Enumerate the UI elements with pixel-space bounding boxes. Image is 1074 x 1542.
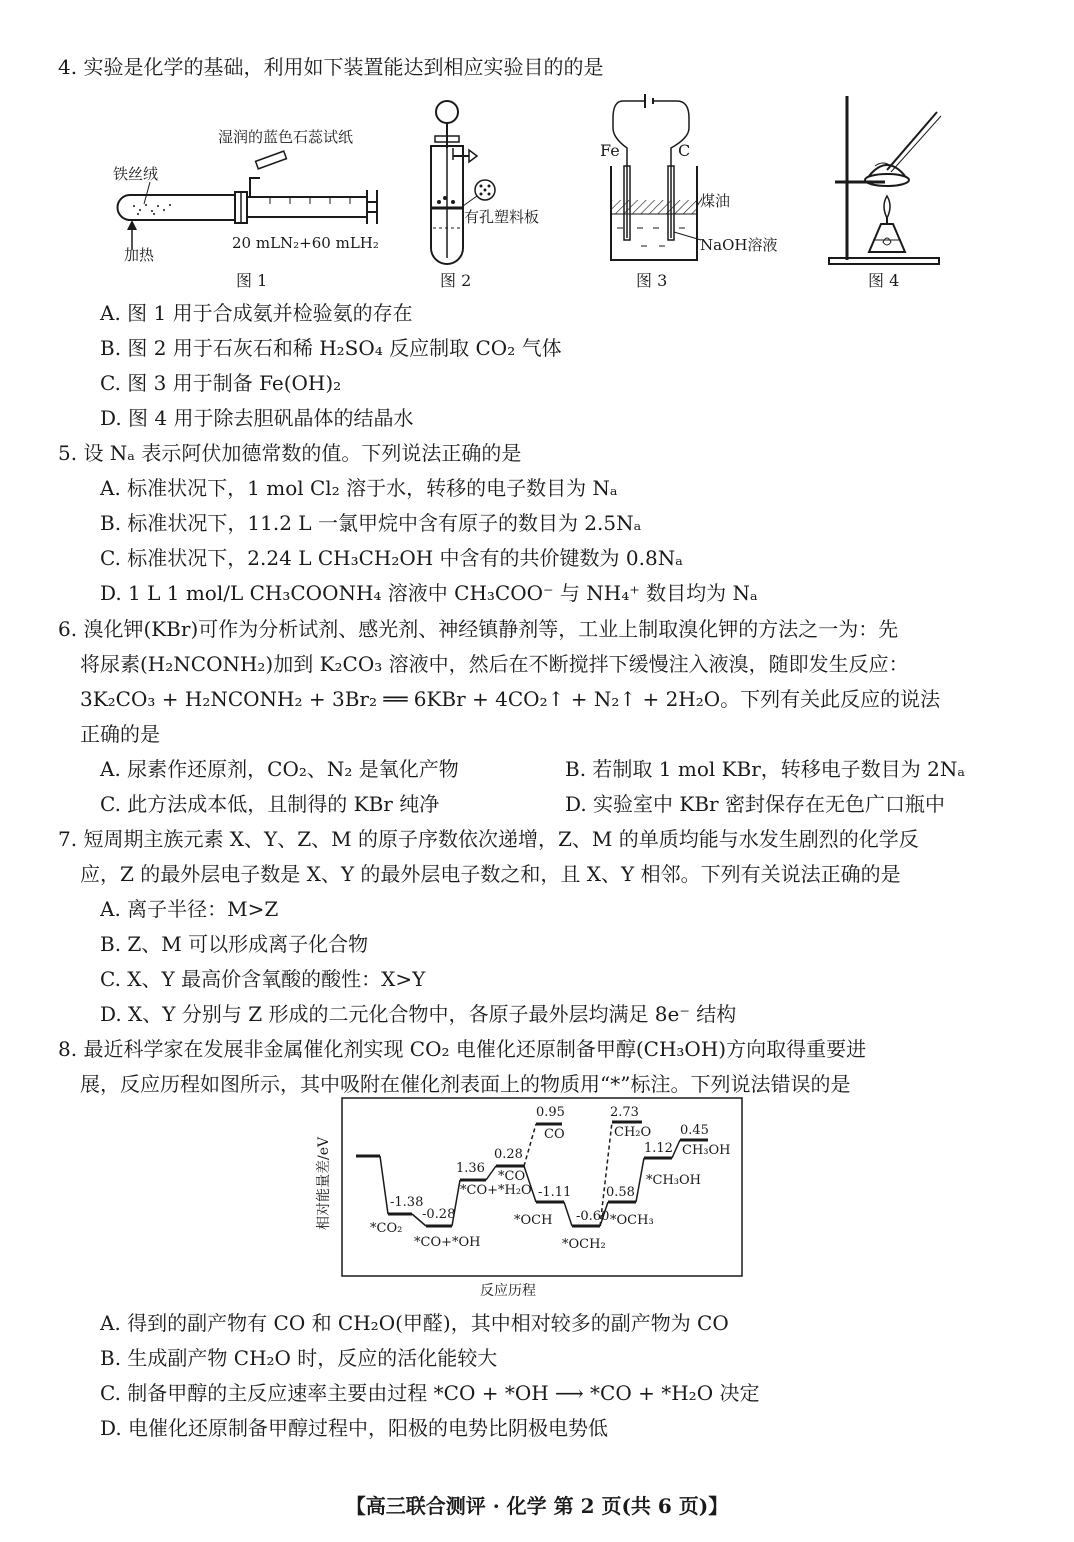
species-co-gas: CO (544, 1127, 565, 1142)
q6-stem-line-1: 6. 溴化钾(KBr)可作为分析试剂、感光剂、神经镇静剂等，工业上制取溴化钾的方法之一为：先 (58, 617, 899, 641)
figure-3 (605, 88, 705, 268)
q6-stem-line-4: 正确的是 (80, 722, 160, 746)
q6-option-d: D. 实验室中 KBr 密封保存在无色广口瓶中 (565, 792, 945, 816)
q5-option-b: B. 标准状况下，11.2 L 一氯甲烷中含有原子的数目为 2.5Nₐ (100, 511, 642, 535)
species-och3: *OCH₃ (610, 1213, 654, 1228)
value-co2: -1.38 (390, 1195, 424, 1210)
value-ch3oh-ads: 1.12 (644, 1141, 673, 1156)
q7-stem-line-2: 应，Z 的最外层电子数是 X、Y 的最外层电子数之和，且 X、Y 相邻。下列有关说法正确的是 (80, 862, 901, 886)
q4-option-c: C. 图 3 用于制备 Fe(OH)₂ (100, 371, 342, 395)
q5-stem: 5. 设 Nₐ 表示阿伏加德常数的值。下列说法正确的是 (58, 441, 522, 465)
value-ch3oh-gas: 0.45 (680, 1123, 709, 1138)
fig1-label-heat: 加热 (124, 246, 155, 264)
q7-option-d: D. X、Y 分别与 Z 形成的二元化合物中，各原子最外层均满足 8e⁻ 结构 (100, 1002, 737, 1026)
q8-option-c: C. 制备甲醇的主反应速率主要由过程 *CO + *OH ⟶ *CO + *H₂O 决定 (100, 1381, 760, 1405)
q5-option-c: C. 标准状况下，2.24 L CH₃CH₂OH 中含有的共价键数为 0.8Nₐ (100, 546, 683, 570)
fig3-label-naoh: NaOH溶液 (700, 236, 778, 254)
chart-xlabel: 反应历程 (480, 1283, 536, 1299)
q4-option-d: D. 图 4 用于除去胆矾晶体的结晶水 (100, 406, 414, 430)
fig1-label-gas: 20 mLN₂+60 mLH₂ (232, 234, 379, 252)
fig3-caption: 图 3 (636, 271, 668, 290)
q8-stem-line-1: 8. 最近科学家在发展非金属催化剂实现 CO₂ 电催化还原制备甲醇(CH₃OH)方向取得重要进 (58, 1037, 867, 1061)
fig1-label-paper: 湿润的蓝色石蕊试纸 (218, 128, 354, 146)
species-co-h2o: *CO+*H₂O (460, 1183, 532, 1198)
q5-option-d: D. 1 L 1 mol/L CH₃COONH₄ 溶液中 CH₃COO⁻ 与 NH₄⁺ 数目均为 Nₐ (100, 581, 758, 605)
q7-option-b: B. Z、M 可以形成离子化合物 (100, 932, 369, 956)
value-co-ads: 0.28 (494, 1147, 523, 1162)
fig3-label-oil: 煤油 (700, 192, 731, 210)
q5-option-a: A. 标准状况下，1 mol Cl₂ 溶于水，转移的电子数目为 Nₐ (100, 476, 618, 500)
fig2-caption: 图 2 (440, 271, 472, 290)
value-co-oh: -0.28 (422, 1207, 456, 1222)
fig1-caption: 图 1 (236, 271, 268, 290)
value-co-gas: 0.95 (536, 1105, 565, 1120)
fig3-label-fe: Fe (600, 141, 620, 160)
chart-ylabel: 相对能量差/eV (316, 1136, 332, 1230)
q8-option-a: A. 得到的副产物有 CO 和 CH₂O(甲醛)，其中相对较多的副产物为 CO (100, 1311, 729, 1335)
q6-option-b: B. 若制取 1 mol KBr，转移电子数目为 2Nₐ (565, 757, 966, 781)
species-co2: *CO₂ (370, 1221, 403, 1236)
q7-stem-line-1: 7. 短周期主族元素 X、Y、Z、M 的原子序数依次递增，Z、M 的单质均能与水发生剧烈的化学反 (58, 827, 919, 851)
q8-option-b: B. 生成副产物 CH₂O 时，反应的活化能较大 (100, 1346, 498, 1370)
q7-option-a: A. 离子半径：M>Z (100, 897, 279, 921)
figure-2 (425, 98, 505, 268)
value-och2: -0.60 (576, 1209, 610, 1224)
q6-option-c: C. 此方法成本低，且制得的 KBr 纯净 (100, 792, 440, 816)
fig1-label-wool: 铁丝绒 (113, 165, 159, 183)
q7-option-c: C. X、Y 最高价含氧酸的酸性：X>Y (100, 967, 426, 991)
fig4-caption: 图 4 (868, 271, 900, 290)
species-co-ads: *CO (498, 1169, 526, 1184)
q8-option-d: D. 电催化还原制备甲醇过程中，阳极的电势比阴极电势低 (100, 1416, 609, 1440)
value-och: -1.11 (538, 1185, 572, 1200)
species-och2: *OCH₂ (562, 1237, 606, 1252)
species-ch3oh-gas: CH₃OH (682, 1143, 731, 1158)
fig3-label-c: C (678, 141, 691, 160)
value-och3: 0.58 (606, 1185, 635, 1200)
species-ch2o: CH₂O (614, 1125, 652, 1140)
value-ch2o: 2.73 (610, 1105, 639, 1120)
q4-stem: 4. 实验是化学的基础，利用如下装置能达到相应实验目的的是 (58, 55, 604, 79)
page-footer: 【高三联合测评 · 化学 第 2 页(共 6 页)】 (345, 1494, 729, 1518)
species-co-oh: *CO+*OH (414, 1235, 481, 1250)
species-och: *OCH (514, 1213, 553, 1228)
species-ch3oh-ads: *CH₃OH (646, 1173, 701, 1188)
test-tube-shape (118, 195, 236, 220)
q6-stem-line-3: 3K₂CO₃ + H₂NCONH₂ + 3Br₂ ══ 6KBr + 4CO₂↑ + N₂↑ + 2H₂O。下列有关此反应的说法 (80, 687, 941, 711)
energy-profile-chart (300, 1090, 760, 1305)
q6-option-a: A. 尿素作还原剂，CO₂、N₂ 是氧化产物 (100, 757, 459, 781)
q6-stem-line-2: 将尿素(H₂NCONH₂)加到 K₂CO₃ 溶液中，然后在不断搅拌下缓慢注入液溴，随即发生反应： (80, 652, 909, 676)
q8-stem-line-2: 展，反应历程如图所示，其中吸附在催化剂表面上的物质用“*”标注。下列说法错误的是 (80, 1072, 851, 1096)
figure-4 (825, 92, 955, 267)
value-co-h2o: 1.36 (456, 1161, 485, 1176)
q4-option-b: B. 图 2 用于石灰石和稀 H₂SO₄ 反应制取 CO₂ 气体 (100, 336, 562, 360)
q4-option-a: A. 图 1 用于合成氨并检验氨的存在 (100, 301, 413, 325)
fig2-label-plate: 有孔塑料板 (464, 208, 540, 226)
